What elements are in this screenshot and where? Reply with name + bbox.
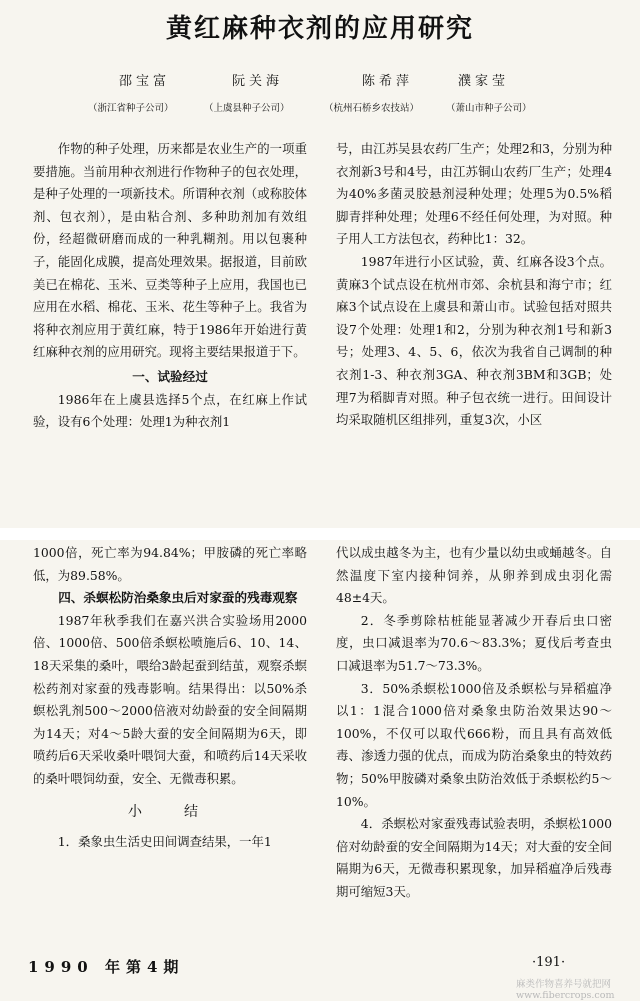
left-column-top [33, 138, 307, 434]
author-3: 陈希萍 [362, 74, 414, 89]
summary-item-3: 3．50%杀螟松1000倍及杀螟松与异稻瘟净以1：1混合1000倍对桑象虫防治效果达90～100%，不仅可以取代666粉，而且具有高效低毒、渗透力强的优点，而成为防治桑象虫的特效药物；50%甲胺磷对桑象虫防治效低于杀螟松约5～10%。 [336, 680, 612, 809]
affiliation-4: （萧山市种子公司） [446, 103, 532, 114]
left-column-bottom [33, 542, 307, 854]
lifecycle-paragraph: 代以成虫越冬为主，也有少量以幼虫或蛹越冬。自然温度下室内接种饲养，从卵养到成虫羽化需48±4天。 [336, 545, 612, 606]
summary-heading: 小 结 [128, 803, 212, 820]
summary-item-2: 2．冬季剪除枯桩能显著减少开春后虫口密度，虫口减退率为70.6～83.3%；夏伐后考查虫口减退率为51.7～73.3%。 [336, 612, 612, 673]
treatment-paragraph: 号，由江苏吴县农药厂生产；处理2和3，分别为种衣剂新3号和4号，由江苏铜山农药厂生产；处理4为40%多菌灵胶悬剂浸种处理；处理5为0.5%稻脚青拌种处理；处理6不经任何处理，为对照。种子用人工方法包衣，药种比1：32。 [336, 141, 612, 247]
watermark: 麻类作物喜养号就把网 www.fibercrops.com [516, 979, 615, 1001]
affiliation-2: （上虞县种子公司） [204, 103, 290, 114]
page-title: 黄红麻种衣剂的应用研究 [165, 14, 474, 44]
experiment-paragraph: 1986年在上虞县选择5个点，在红麻上作试验，设有6个处理：处理1为种衣剂1 [33, 391, 307, 430]
plot-test-paragraph: 1987年进行小区试验，黄、红麻各设3个点。黄麻3个试点设在杭州市郊、余杭县和海宁市；红麻3个试点设在上虞县和萧山市。试验包括对照共设7个处理：处理1和2，分别为种衣剂1号和新3号；处理3、4、5、6，依次为我省自己调制的种衣剂1-3、种衣剂3GA、种衣剂3BM和3GB；处理7为稻脚青对照。种子包衣统一进行。田间设计均采取随机区组排列，重复3次，小区 [336, 253, 612, 428]
page-splice-gap [0, 528, 640, 540]
affiliation-3: （杭州石桥乡农技站） [324, 103, 420, 114]
page-number: ·191· [532, 955, 566, 970]
mortality-paragraph: 1000倍，死亡率为94.84%；甲胺磷的死亡率略低，为89.58%。 [33, 545, 307, 583]
affiliation-1: （浙江省种子公司） [88, 103, 174, 114]
right-column-bottom [336, 542, 612, 904]
author-2: 阮关海 [232, 74, 284, 89]
section-heading-experiment: 一、试验经过 [132, 368, 208, 384]
author-4: 濮家莹 [458, 74, 510, 89]
author-1: 邵宝富 [119, 74, 171, 89]
summary-item-4: 4．杀螟松对家蚕残毒试验表明，杀螟松1000倍对幼龄蚕的安全间隔期为14天；对大蚕的安全间隔期为6天，无微毒积累现象，加异稻瘟净后残毒期可缩短3天。 [336, 816, 612, 899]
summary-item-1: 1．桑象虫生活史田间调查结果，一年1 [57, 834, 272, 850]
residue-paragraph: 1987年秋季我们在嘉兴洪合实验场用2000倍、1000倍、500倍杀螟松喷施后6、10、14、18天采集的桑叶，喂给3龄起蚕到结茧，观察杀螟松药剂对家蚕的残毒影响。结果得出：以50%杀螟松乳剂500～2000倍液对幼龄蚕的安全间隔期为14天；对4～5龄大蚕的安全间隔期为6天，即喷药后6天采收桑叶喂饲大蚕，和喷药后14天采收的桑叶喂饲幼蚕，安全、无微毒积累。 [33, 612, 307, 786]
right-column-top [336, 138, 612, 432]
section-heading-residue: 四、杀螟松防治桑象虫后对家蚕的残毒观察 [58, 590, 298, 606]
intro-paragraph: 作物的种子处理，历来都是农业生产的一项重要措施。当前用种衣剂进行作物种子的包衣处理，是种子处理的一项新技术。所谓种衣剂（或称胶体剂、包衣剂），是由粘合剂、多种助剂加有效组份，经超微研磨而成的一种乳糊剂。用以包裹种子，能固化成膜，提高处理效果。据报道，目前欧美已在棉花、玉米、豆类等种子上应用，我国也已应用在水稻、棉花、玉米、花生等种子上。我省为将种衣剂应用于黄红麻，特于1986年开始进行黄红麻种衣剂的应用研究。现将主要结果报道于下。 [33, 141, 307, 360]
journal-issue: 1990 年第4期 [28, 958, 185, 976]
